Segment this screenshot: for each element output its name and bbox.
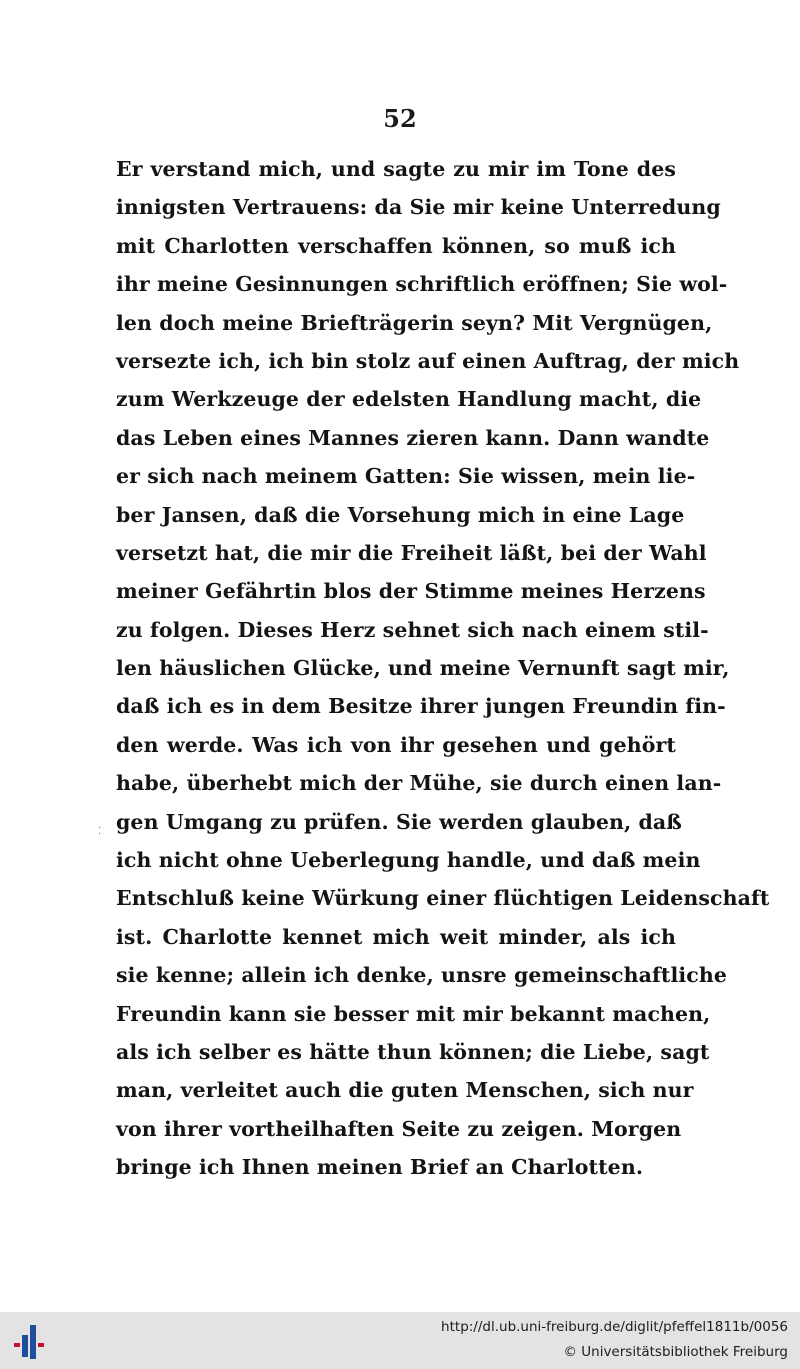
ub-freiburg-logo-icon	[12, 1321, 52, 1361]
text-line: len häuslichen Glücke, und meine Vernunft sagt mir,	[116, 656, 730, 681]
viewer-footer-bar	[0, 1312, 800, 1369]
text-line: das Leben eines Mannes zieren kann. Dann wandte	[116, 425, 710, 450]
text-line: Freundin kann sie besser mit mir bekannt machen,	[116, 1001, 711, 1026]
scan-margin-speck: ⁚	[98, 826, 102, 837]
text-line: versetzt hat, die mir die Freiheit läßt, bei der Wahl	[116, 540, 707, 565]
text-line: Er verstand mich, und sagte zu mir im Tone des	[116, 157, 676, 181]
copyright-notice: © Universitätsbibliothek Freiburg	[563, 1344, 788, 1360]
text-line: als ich selber es hätte thun können; die Liebe, sagt	[116, 1039, 710, 1064]
text-line: man, verleitet auch die guten Menschen, sich nur	[116, 1078, 694, 1103]
text-line: ist. Charlotte kennet mich weit minder, als ich	[116, 924, 676, 949]
text-line: sie kenne; allein ich denke, unsre gemeinschaftliche	[116, 963, 727, 988]
page-body-text	[116, 150, 770, 1187]
permalink-url[interactable]: http://dl.ub.uni-freiburg.de/diglit/pfeffel1811b/0056	[441, 1319, 788, 1335]
text-line: ihr meine Gesinnungen schriftlich eröffnen; Sie wol-	[116, 272, 728, 297]
text-line: bringe ich Ihnen meinen Brief an Charlotten.	[116, 1155, 644, 1180]
text-line: zum Werkzeuge der edelsten Handlung macht, die	[116, 387, 702, 412]
text-line: mit Charlotten verschaffen können, so muß ich	[116, 233, 676, 258]
text-line: den werde. Was ich von ihr gesehen und gehört	[116, 732, 676, 757]
text-line: len doch meine Briefträgerin seyn? Mit Vergnügen,	[116, 310, 713, 335]
text-line: meiner Gefährtin blos der Stimme meines Herzens	[116, 579, 706, 604]
page-number: 52	[383, 104, 417, 133]
text-line: gen Umgang zu prüfen. Sie werden glauben, daß	[116, 809, 682, 834]
text-line: versezte ich, ich bin stolz auf einen Auftrag, der mich	[116, 348, 740, 373]
text-line: habe, überhebt mich der Mühe, sie durch einen lan-	[116, 771, 722, 796]
text-line: Entschluß keine Würkung einer flüchtigen Leidenschaft	[116, 886, 770, 911]
text-line: innigsten Vertrauens: da Sie mir keine Unterredung	[116, 195, 721, 220]
text-line: daß ich es in dem Besitze ihrer jungen Freundin fin-	[116, 694, 726, 719]
text-line: von ihrer vortheilhaften Seite zu zeigen. Morgen	[116, 1116, 682, 1141]
text-line: ich nicht ohne Ueberlegung handle, und daß mein	[116, 848, 701, 873]
text-line: er sich nach meinem Gatten: Sie wissen, mein lie-	[116, 464, 696, 489]
text-line: ber Jansen, daß die Vorsehung mich in eine Lage	[116, 502, 685, 527]
text-line: zu folgen. Dieses Herz sehnet sich nach einem stil-	[116, 617, 709, 642]
